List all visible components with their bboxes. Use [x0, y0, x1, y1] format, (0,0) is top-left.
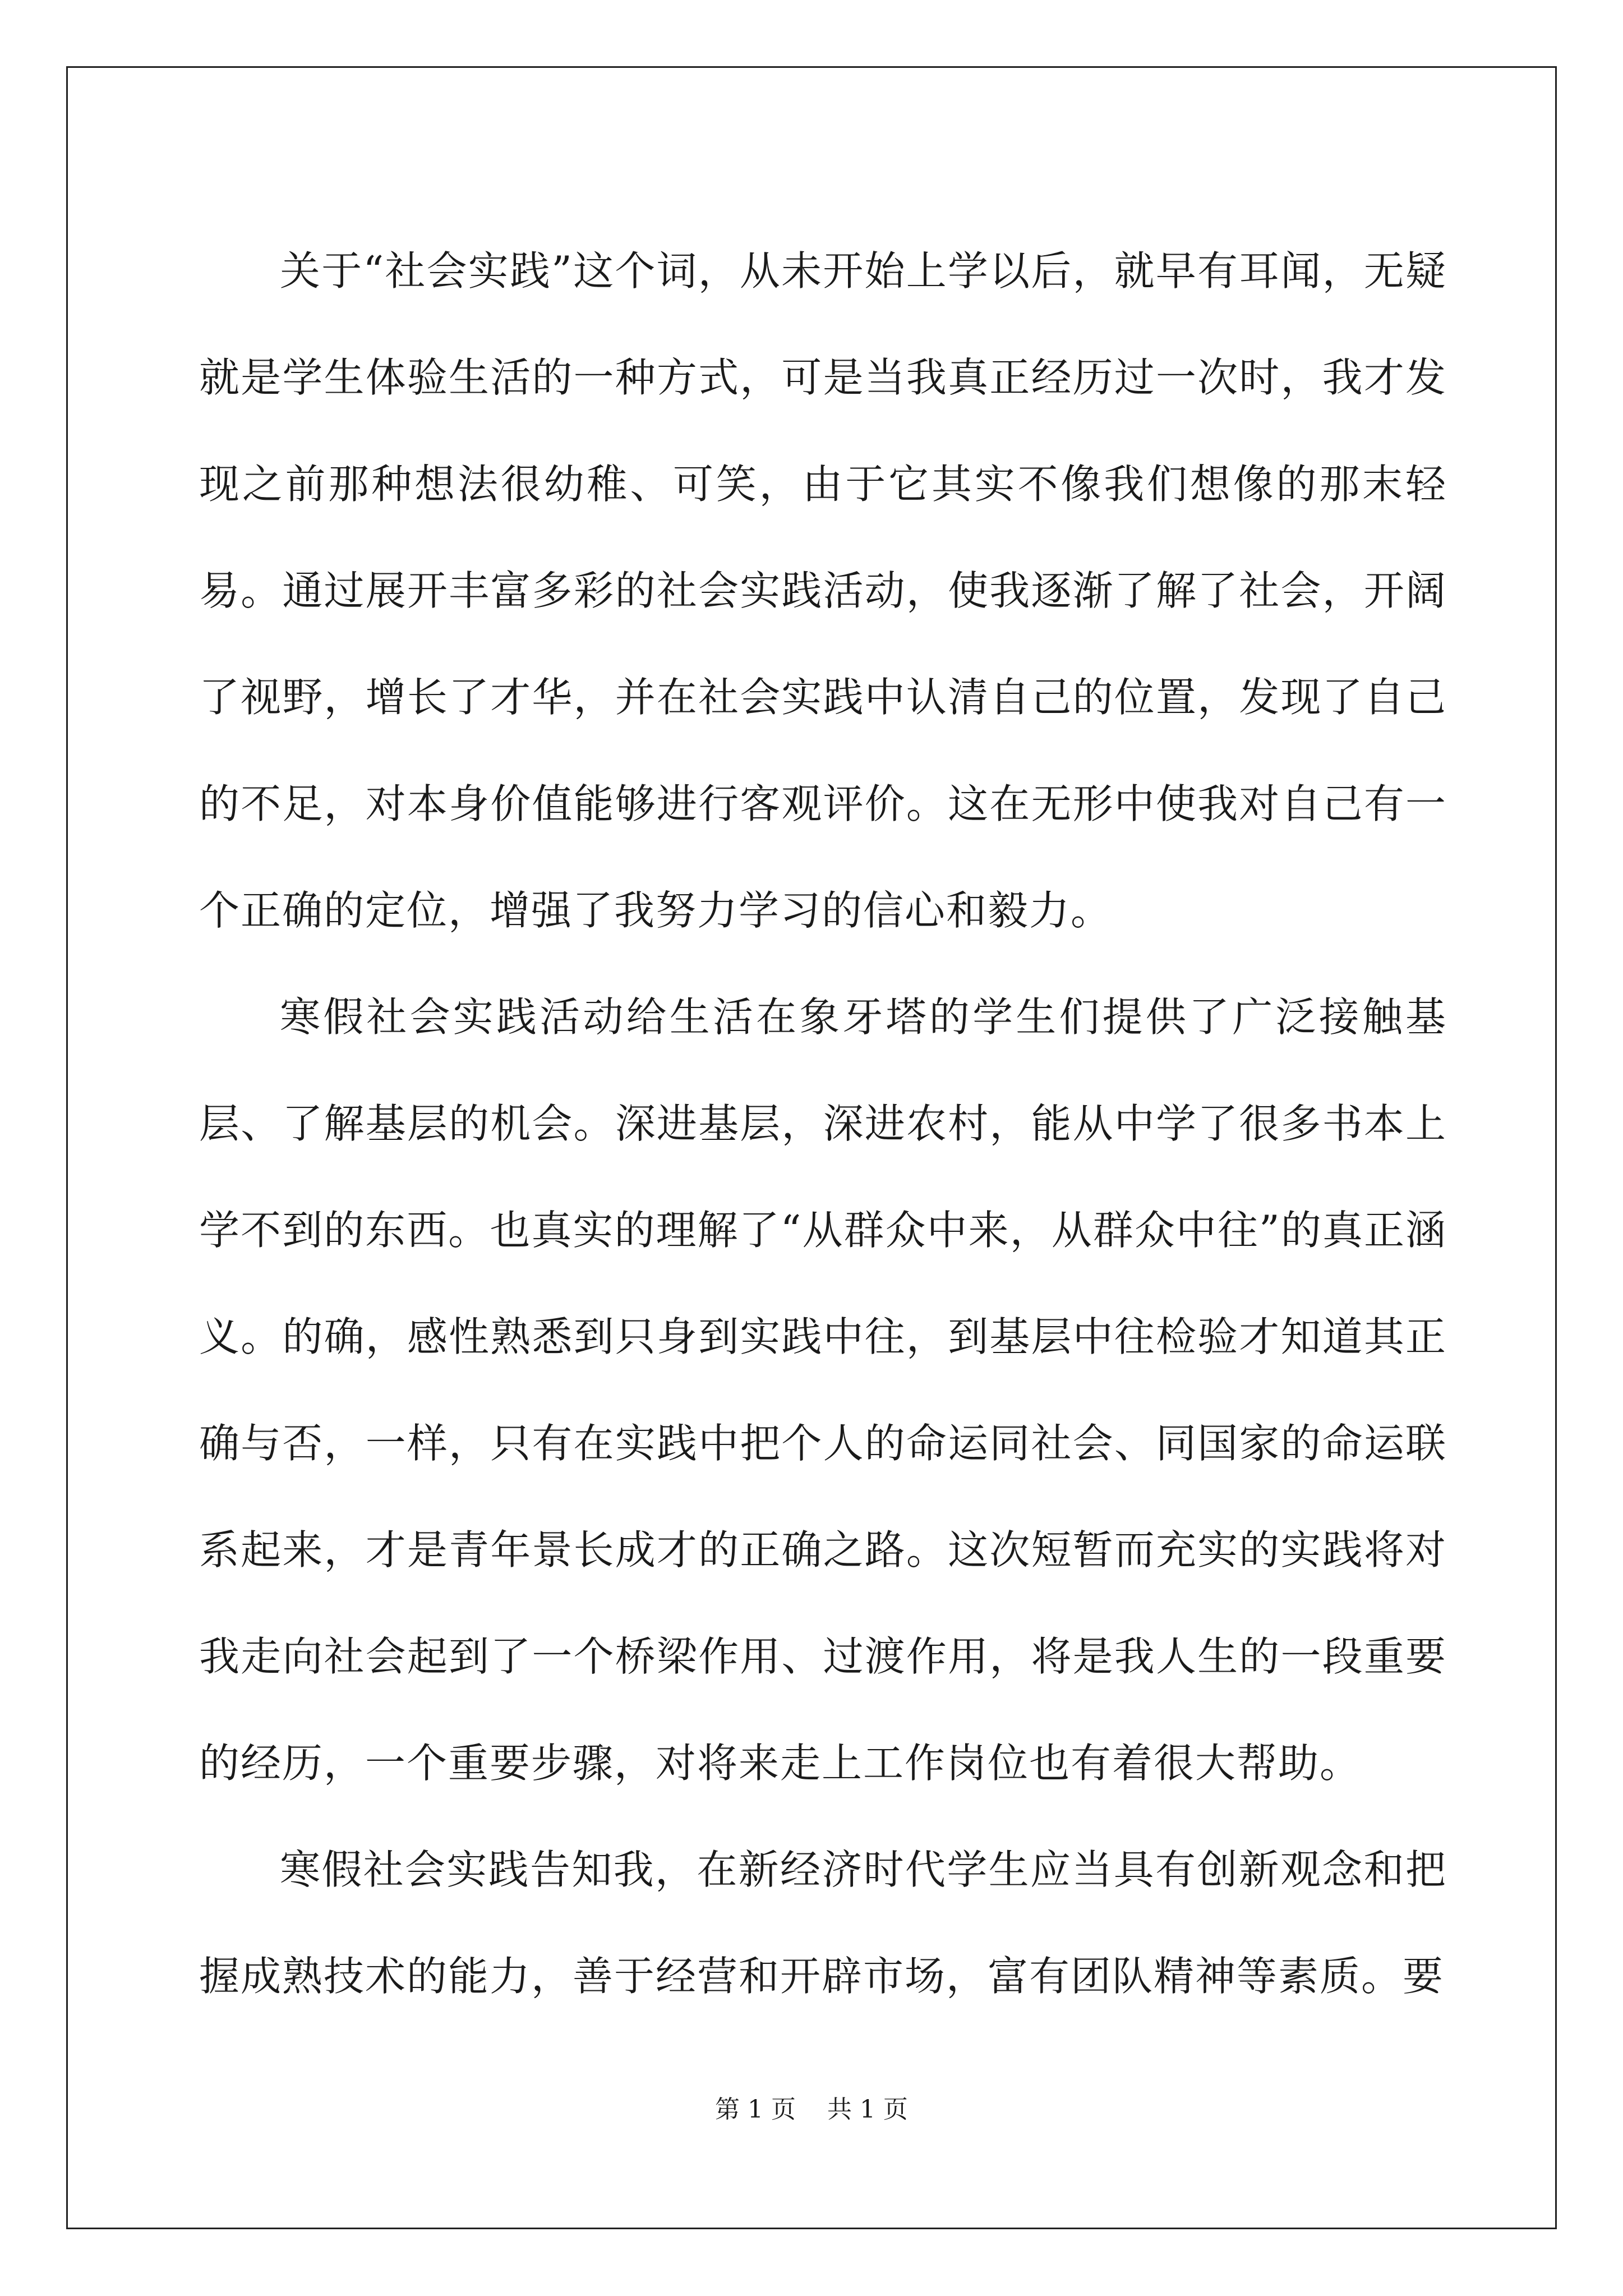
- document-body: [199, 218, 1447, 2030]
- paragraph-2: 寒假社会实践活动给生活在象牙塔的学生们提供了广泛接触基层、了解基层的机会。深进基层，深进农村，能从中学了很多书本上学不到的东西。也真实的理解了“从群众中来，从群众中往”的真正涵义。的确，感性熟悉到只身到实践中往，到基层中往检验才知道其正确与否，一样，只有在实践中把个人的命运同社会、同国家的命运联系起来，才是青年景长成才的正确之路。这次短暂而充实的实践将对我走向社会起到了一个桥梁作用、过渡作用，将是我人生的一段重要的经历，一个重要步骤，对将来走上工作岗位也有着很大帮助。: [199, 993, 1447, 1787]
- page-footer: 第 1 页 共 1 页: [715, 2095, 908, 2124]
- paragraph-3: 寒假社会实践告知我，在新经济时代学生应当具有创新观念和把握成熟技术的能力，善于经营和开辟市场，富有团队精神等素质。要: [199, 1846, 1447, 2000]
- paragraph-1: 关于“社会实践”这个词，从未开始上学以后，就早有耳闻，无疑就是学生体验生活的一种方式，可是当我真正经历过一次时，我才发现之前那种想法很幼稚、可笑，由于它其实不像我们想像的那末轻易。通过展开丰富多彩的社会实践活动，使我逐渐了解了社会，开阔了视野，增长了才华，并在社会实践中认清自己的位置，发现了自己的不足，对本身价值能够进行客观评价。这在无形中使我对自己有一个正确的定位，增强了我努力学习的信心和毅力。: [199, 247, 1447, 934]
